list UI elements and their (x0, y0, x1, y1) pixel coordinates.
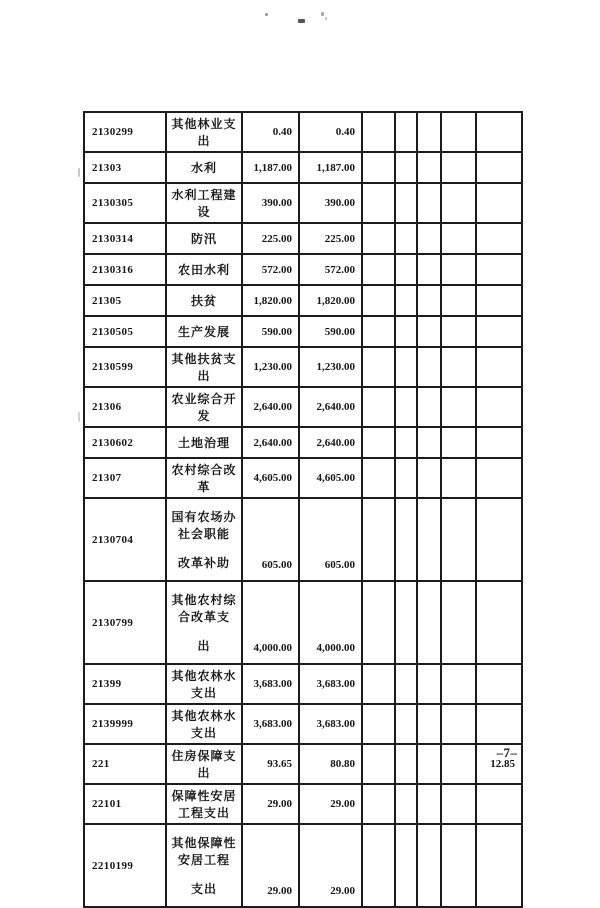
row-name-line: 防汛 (190, 232, 217, 246)
empty-cell-1 (362, 664, 395, 704)
amount-cell-1: 225.00 (242, 223, 299, 254)
table-row (84, 223, 522, 254)
row-name-line: 其他农村综合改革支 (171, 593, 237, 624)
amount-cell-1: 4,605.00 (242, 458, 299, 498)
empty-cell-2 (395, 316, 417, 347)
empty-cell-2 (395, 458, 417, 498)
amount-cell-3 (476, 664, 522, 704)
amount-cell-1: 1,820.00 (242, 285, 299, 316)
row-name-cell (166, 387, 242, 427)
amount-cell-1: 93.65 (242, 744, 299, 784)
amount-cell-1: 2,640.00 (242, 387, 299, 427)
row-name-cell (166, 112, 242, 152)
empty-cell-1 (362, 744, 395, 784)
row-name-line: 保障性安居工程支出 (171, 789, 237, 820)
amount-cell-1: 4,000.00 (242, 581, 299, 664)
row-name-line: 其他林业支出 (171, 117, 237, 148)
amount-cell-1: 390.00 (242, 183, 299, 223)
row-name-line: 扶贫 (190, 294, 217, 308)
amount-cell-3 (476, 427, 522, 458)
empty-cell-2 (395, 427, 417, 458)
empty-cell-1 (362, 316, 395, 347)
amount-cell-2: 4,605.00 (299, 458, 362, 498)
table-row (84, 152, 522, 183)
row-code-cell: 2130505 (84, 316, 166, 347)
empty-cell-2 (395, 744, 417, 784)
empty-cell-1 (362, 784, 395, 824)
empty-cell-3 (417, 704, 441, 744)
row-name-line: 土地治理 (177, 436, 230, 450)
empty-cell-2 (395, 347, 417, 387)
row-name-cell (166, 316, 242, 347)
row-name-line: 住房保障支出 (171, 749, 237, 780)
amount-cell-2: 0.40 (299, 112, 362, 152)
empty-cell-3 (417, 152, 441, 183)
empty-cell-2 (395, 498, 417, 581)
empty-cell-4 (441, 744, 476, 784)
row-name-line: 其他扶贫支出 (171, 352, 237, 383)
row-name-cell (166, 744, 242, 784)
empty-cell-4 (441, 285, 476, 316)
empty-cell-1 (362, 387, 395, 427)
empty-cell-2 (395, 112, 417, 152)
amount-cell-1: 590.00 (242, 316, 299, 347)
row-code-cell: 2130316 (84, 254, 166, 285)
empty-cell-2 (395, 183, 417, 223)
amount-cell-2: 4,000.00 (299, 581, 362, 664)
row-code-cell: 2130305 (84, 183, 166, 223)
amount-cell-3 (476, 498, 522, 581)
empty-cell-2 (395, 387, 417, 427)
empty-cell-1 (362, 458, 395, 498)
row-code-cell: 21303 (84, 152, 166, 183)
scan-speck (298, 19, 305, 23)
empty-cell-1 (362, 581, 395, 664)
row-name-line: 改革补助 (177, 556, 230, 570)
empty-cell-3 (417, 784, 441, 824)
table-row (84, 183, 522, 223)
amount-cell-1: 605.00 (242, 498, 299, 581)
table-row (84, 112, 522, 152)
empty-cell-4 (441, 498, 476, 581)
scan-speck (78, 168, 80, 177)
empty-cell-3 (417, 316, 441, 347)
amount-cell-2: 1,230.00 (299, 347, 362, 387)
table-row (84, 784, 522, 824)
row-name-cell (166, 704, 242, 744)
row-name-cell (166, 285, 242, 316)
empty-cell-3 (417, 744, 441, 784)
row-code-cell: 221 (84, 744, 166, 784)
row-code-cell: 2139999 (84, 704, 166, 744)
empty-cell-1 (362, 498, 395, 581)
empty-cell-3 (417, 285, 441, 316)
amount-cell-2: 590.00 (299, 316, 362, 347)
row-name-line: 农田水利 (177, 263, 230, 277)
row-name-line: 农业综合开发 (171, 392, 237, 423)
amount-cell-2: 1,820.00 (299, 285, 362, 316)
empty-cell-4 (441, 223, 476, 254)
empty-cell-3 (417, 664, 441, 704)
amount-cell-2: 29.00 (299, 784, 362, 824)
scan-speck (321, 12, 324, 16)
amount-cell-2: 2,640.00 (299, 427, 362, 458)
row-name-cell (166, 152, 242, 183)
empty-cell-3 (417, 112, 441, 152)
amount-cell-3 (476, 581, 522, 664)
table-row (84, 285, 522, 316)
amount-cell-3 (476, 254, 522, 285)
row-name-line: 水利 (190, 161, 217, 175)
amount-cell-1: 1,187.00 (242, 152, 299, 183)
empty-cell-1 (362, 347, 395, 387)
amount-cell-1: 29.00 (242, 824, 299, 907)
empty-cell-3 (417, 183, 441, 223)
amount-cell-2: 2,640.00 (299, 387, 362, 427)
row-name-cell (166, 664, 242, 704)
amount-cell-1: 1,230.00 (242, 347, 299, 387)
empty-cell-4 (441, 458, 476, 498)
row-code-cell: 2130314 (84, 223, 166, 254)
row-name-line: 其他农林水支出 (171, 709, 237, 740)
table-row (84, 387, 522, 427)
table-row (84, 347, 522, 387)
row-code-cell: 2210199 (84, 824, 166, 907)
row-code-cell: 2130704 (84, 498, 166, 581)
empty-cell-4 (441, 704, 476, 744)
row-name-line: 水利工程建设 (171, 188, 237, 219)
empty-cell-1 (362, 112, 395, 152)
row-name-line: 其他保障性安居工程 (171, 836, 237, 867)
empty-cell-3 (417, 498, 441, 581)
table-row (84, 458, 522, 498)
empty-cell-2 (395, 223, 417, 254)
scan-speck (325, 17, 327, 20)
amount-cell-1: 3,683.00 (242, 664, 299, 704)
row-name-cell (166, 183, 242, 223)
row-code-cell: 2130602 (84, 427, 166, 458)
row-name-cell (166, 458, 242, 498)
row-code-cell: 2130599 (84, 347, 166, 387)
row-code-cell: 21399 (84, 664, 166, 704)
row-name-line: 其他农林水支出 (171, 669, 237, 700)
empty-cell-1 (362, 183, 395, 223)
amount-cell-3 (476, 112, 522, 152)
amount-cell-2: 29.00 (299, 824, 362, 907)
empty-cell-4 (441, 784, 476, 824)
empty-cell-1 (362, 285, 395, 316)
empty-cell-2 (395, 285, 417, 316)
amount-cell-3 (476, 458, 522, 498)
amount-cell-3: 12.85 (476, 744, 522, 784)
empty-cell-2 (395, 784, 417, 824)
empty-cell-2 (395, 704, 417, 744)
row-code-cell: 2130299 (84, 112, 166, 152)
empty-cell-4 (441, 254, 476, 285)
row-code-cell: 2130799 (84, 581, 166, 664)
empty-cell-3 (417, 254, 441, 285)
row-name-cell (166, 784, 242, 824)
amount-cell-2: 3,683.00 (299, 664, 362, 704)
amount-cell-3 (476, 704, 522, 744)
empty-cell-4 (441, 824, 476, 907)
table-row (84, 498, 522, 581)
row-name-cell (166, 581, 242, 664)
table-row (84, 316, 522, 347)
amount-cell-1: 2,640.00 (242, 427, 299, 458)
empty-cell-1 (362, 254, 395, 285)
scan-speck (78, 412, 80, 422)
row-code-cell: 21305 (84, 285, 166, 316)
amount-cell-2: 390.00 (299, 183, 362, 223)
empty-cell-4 (441, 316, 476, 347)
amount-cell-3 (476, 316, 522, 347)
row-code-cell: 21306 (84, 387, 166, 427)
row-name-cell (166, 824, 242, 907)
amount-cell-3 (476, 824, 522, 907)
budget-table-body (84, 112, 522, 907)
amount-cell-1: 572.00 (242, 254, 299, 285)
scan-speck (265, 13, 268, 16)
empty-cell-3 (417, 387, 441, 427)
row-code-cell: 22101 (84, 784, 166, 824)
empty-cell-3 (417, 581, 441, 664)
row-name-line: 生产发展 (177, 325, 230, 339)
row-name-line: 农村综合改革 (171, 463, 237, 494)
empty-cell-2 (395, 824, 417, 907)
empty-cell-4 (441, 152, 476, 183)
empty-cell-3 (417, 427, 441, 458)
row-name-line: 出 (197, 639, 211, 653)
empty-cell-4 (441, 347, 476, 387)
row-name-cell (166, 347, 242, 387)
amount-cell-2: 225.00 (299, 223, 362, 254)
amount-cell-1: 0.40 (242, 112, 299, 152)
amount-cell-2: 3,683.00 (299, 704, 362, 744)
amount-cell-3 (476, 183, 522, 223)
empty-cell-4 (441, 387, 476, 427)
empty-cell-2 (395, 664, 417, 704)
table-row (84, 664, 522, 704)
table-row (84, 427, 522, 458)
empty-cell-3 (417, 458, 441, 498)
row-code-cell: 21307 (84, 458, 166, 498)
empty-cell-2 (395, 254, 417, 285)
amount-cell-3 (476, 347, 522, 387)
table-row (84, 704, 522, 744)
empty-cell-3 (417, 347, 441, 387)
table-row (84, 824, 522, 907)
table-row (84, 581, 522, 664)
amount-cell-2: 605.00 (299, 498, 362, 581)
empty-cell-4 (441, 581, 476, 664)
budget-table (83, 111, 523, 908)
empty-cell-1 (362, 824, 395, 907)
amount-cell-3 (476, 285, 522, 316)
empty-cell-3 (417, 824, 441, 907)
empty-cell-2 (395, 581, 417, 664)
empty-cell-4 (441, 183, 476, 223)
amount-cell-3 (476, 387, 522, 427)
amount-cell-1: 29.00 (242, 784, 299, 824)
amount-cell-1: 3,683.00 (242, 704, 299, 744)
row-name-cell (166, 223, 242, 254)
empty-cell-4 (441, 112, 476, 152)
row-name-cell (166, 427, 242, 458)
empty-cell-4 (441, 427, 476, 458)
row-name-cell (166, 254, 242, 285)
empty-cell-4 (441, 664, 476, 704)
row-name-line: 支出 (190, 882, 217, 896)
amount-cell-3 (476, 784, 522, 824)
empty-cell-1 (362, 152, 395, 183)
amount-cell-3 (476, 152, 522, 183)
amount-cell-2: 80.80 (299, 744, 362, 784)
row-name-line: 国有农场办社会职能 (171, 510, 237, 541)
table-row (84, 254, 522, 285)
empty-cell-2 (395, 152, 417, 183)
amount-cell-2: 572.00 (299, 254, 362, 285)
empty-cell-3 (417, 223, 441, 254)
empty-cell-1 (362, 223, 395, 254)
page-number: –7– (496, 745, 518, 760)
amount-cell-2: 1,187.00 (299, 152, 362, 183)
row-name-cell (166, 498, 242, 581)
empty-cell-1 (362, 427, 395, 458)
amount-cell-3 (476, 223, 522, 254)
table-row (84, 744, 522, 784)
empty-cell-1 (362, 704, 395, 744)
